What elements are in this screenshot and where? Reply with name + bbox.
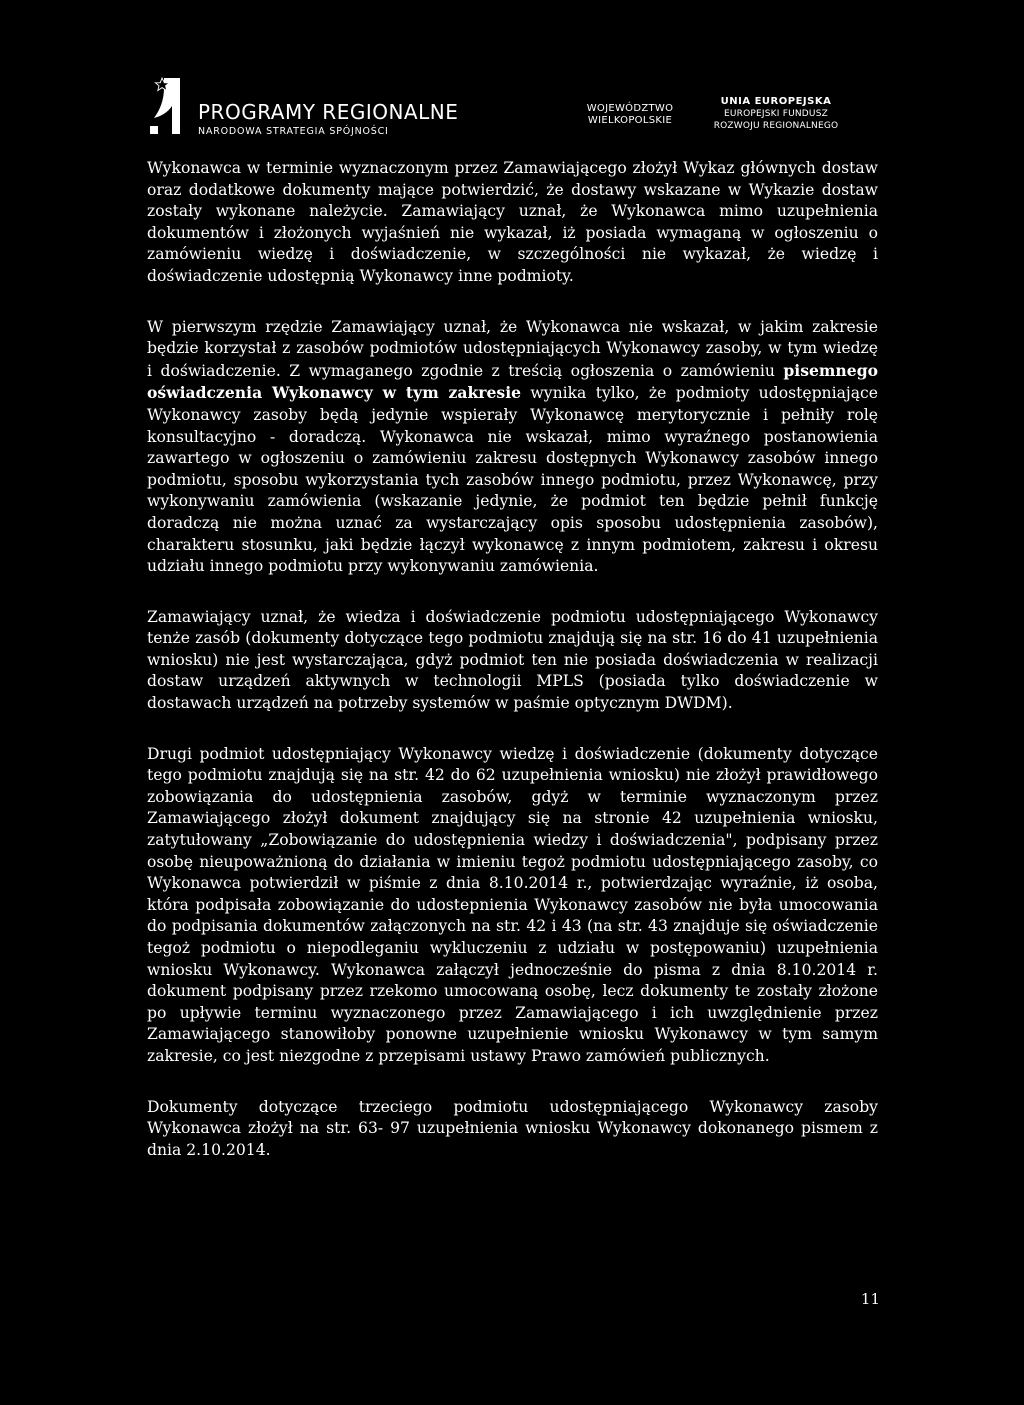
paragraph-1: Wykonawca w terminie wyznaczonym przez Zamawiającego złożył Wykaz głównych dostaw oraz dodatkowe dokumenty mające potwierdzić, że dostawy wskazane w Wykazie dostaw zostały wykonane należycie. Zamawiający uznał, że Wykonawca mimo uzupełnienia dokumentów i złożonych wyjaśnień nie wykazał, iż posiada wymaganą w ogłoszeniu o zamówieniu wiedzę i doświadczenie, w szczególności nie wykazał, że wiedzę i doświadczenie udostępnią Wykonawcy inne podmioty. — [147, 159, 878, 285]
paragraph-2 — [147, 317, 878, 578]
voivodeship-line-1: WOJEWÓDZTWO — [586, 103, 674, 114]
voivodeship-label — [570, 103, 690, 127]
eu-line-2: EUROPEJSKI FUNDUSZ — [723, 109, 828, 119]
document-body — [147, 158, 878, 1190]
programy-regionalne-logo-icon — [150, 76, 192, 138]
page-header — [150, 74, 850, 144]
eu-label — [702, 96, 850, 132]
eu-line-1: UNIA EUROPEJSKA — [720, 96, 832, 107]
brand-subtitle: NARODOWA STRATEGIA SPÓJNOŚCI — [198, 126, 389, 137]
page-number: 11 — [860, 1290, 880, 1308]
brand-title: PROGRAMY REGIONALNE — [198, 100, 459, 124]
paragraph-2-part-a: W pierwszym rzędzie Zamawiający uznał, że Wykonawca nie wskazał, w jakim zakresie będzie korzystał z zasobów podmiotów udostępniających Wykonawcy zasoby, w tym wiedzę i doświadczenie. Z wymaganego zgodnie z treścią ogłoszenia o zamówieniu — [147, 317, 878, 380]
paragraph-2-part-b: wynika tylko, że podmioty udostępniające Wykonawcy zasoby będą jedynie wspierały Wykonawcę merytorycznie i pełniły rolę konsultacyjno - doradczą. Wykonawca nie wskazał, mimo wyraźnego postanowienia zawartego w ogłoszeniu o zamówieniu zakresu dostępnych Wykonawcy zasobów innego podmiotu, sposobu wykorzystania tych zasobów innego podmiotu, przez Wykonawcę, przy wykonywaniu zamówienia (wskazanie jedynie, że podmiot ten będzie pełnił funkcję doradczą nie można uznać za wystarczający opis sposobu udostępnienia zasobów), charakteru stosunku, jaki będzie łączył wykonawcę z innym podmiotem, zakresu i okresu udziału innego podmiotu przy wykonywaniu zamówienia. — [147, 384, 878, 576]
paragraph-3: Zamawiający uznał, że wiedza i doświadczenie podmiotu udostępniającego Wykonawcy tenże zasób (dokumenty dotyczące tego podmiotu znajdują się na str. 16 do 41 uzupełnienia wniosku) nie jest wystarczająca, gdyż podmiot ten nie posiada doświadczenia w realizacji dostaw urządzeń aktywnych w technologii MPLS (posiada tylko doświadczenie w dostawach urządzeń na potrzeby systemów w paśmie optycznym DWDM). — [147, 607, 878, 713]
eu-line-3: ROZWOJU REGIONALNEGO — [713, 121, 839, 131]
paragraph-4: Drugi podmiot udostępniający Wykonawcy wiedzę i doświadczenie (dokumenty dotyczące tego podmiotu znajdują się na str. 42 do 62 uzupełnienia wniosku) nie złożył prawidłowego zobowiązania do udostępnienia zasobów, gdyż w terminie wyznaczonym przez Zamawiającego złożył dokument znajdujący się na stronie 42 uzupełnienia wniosku, zatytułowany „Zobowiązanie do udostępnienia wiedzy i doświadczenia", podpisany przez osobę nieupoważnioną do działania w imieniu tegoż podmiotu udostępniającego zasoby, co Wykonawca potwierdził w piśmie z dnia 8.10.2014 r., potwierdzając wyraźnie, iż osoba, która podpisała zobowiązanie do udostepnienia Wykonawcy zasobów nie była umocowania do podpisania dokumentów załączonych na str. 42 i 43 (na str. 43 znajduje się oświadczenie tegoż podmiotu o niepodleganiu wykluczeniu z udziału w postępowaniu) uzupełnienia wniosku Wykonawcy. Wykonawca załączył jednocześnie do pisma z dnia 8.10.2014 r. dokument podpisany przez rzekomo umocowaną osobę, lecz dokumenty te zostały złożone po upływie terminu wyznaczonego przez Zamawiającego i ich uwzględnienie przez Zamawiającego stanowiłoby ponowne uzupełnienie wniosku Wykonawcy w tym samym zakresie, co jest niezgodne z przepisami ustawy Prawo zamówień publicznych. — [147, 744, 878, 1065]
paragraph-2-bold: pisemnego oświadczenia Wykonawcy w tym zakresie — [147, 360, 878, 403]
voivodeship-line-2: WIELKOPOLSKIE — [587, 115, 673, 126]
paragraph-5: Dokumenty dotyczące trzeciego podmiotu udostępniającego Wykonawcy zasoby Wykonawca złożył na str. 63- 97 uzupełnienia wniosku Wykonawcy dokonanego pismem z dnia 2.10.2014. — [147, 1097, 878, 1159]
